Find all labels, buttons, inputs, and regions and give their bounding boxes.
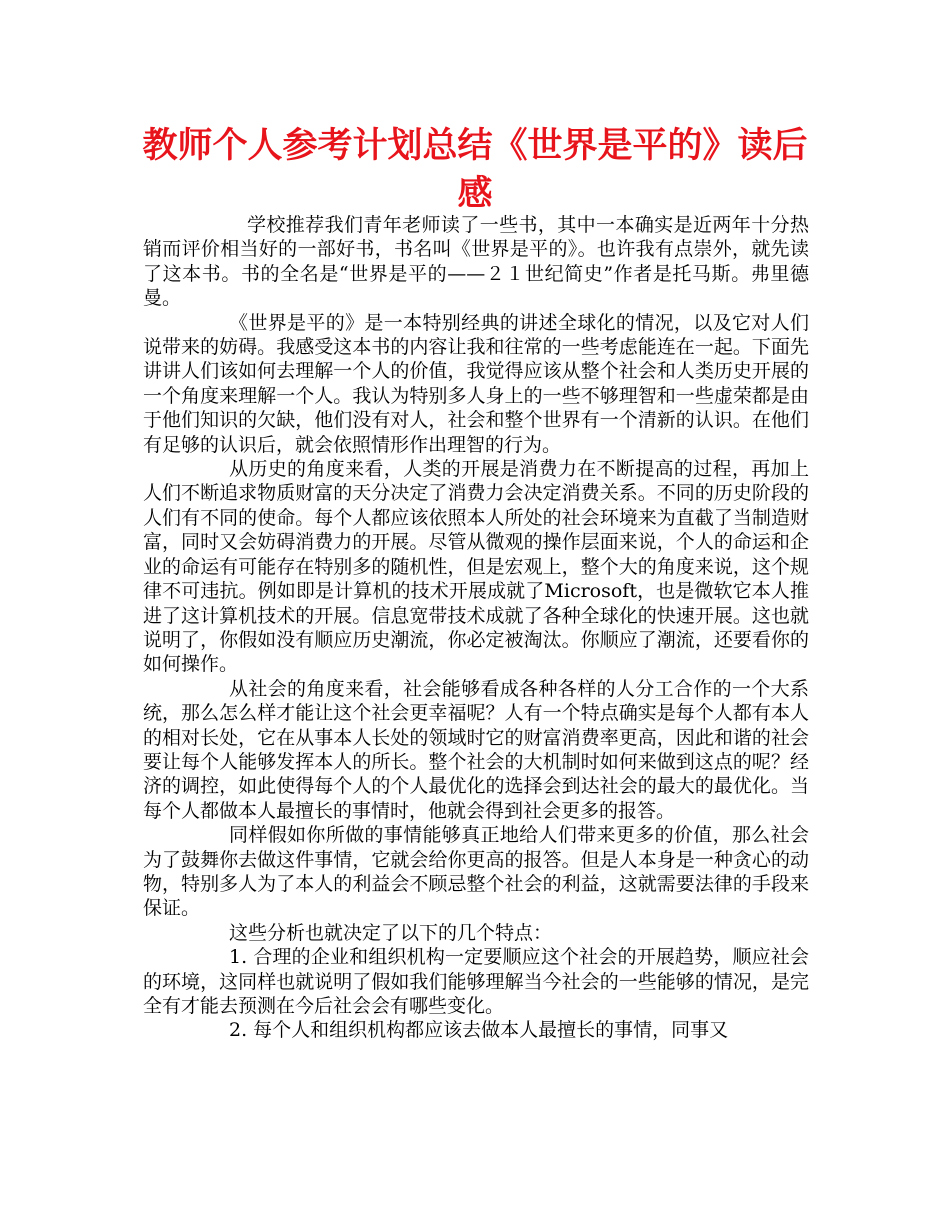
- paragraph-1: 学校推荐我们青年老师读了一些书，其中一本确实是近两年十分热销而评价相当好的一部好书，书名叫《世界是平的》。也许我有点崇外，就先读了这本书。书的全名是“世界是平的——２１世纪简史”作者是托马斯。弗里德曼。: [143, 214, 809, 310]
- paragraph-3: 从历史的角度来看，人类的开展是消费力在不断提高的过程，再加上人们不断追求物质财富的天分决定了消费力会决定消费关系。不同的历史阶段的人们有不同的使命。每个人都应该依照本人所处的社会环境来为直截了当制造财富，同时又会妨碍消费力的开展。尽管从微观的操作层面来说，个人的命运和企业的命运有可能存在特别多的随机性，但是宏观上，整个大的角度来说，这个规律不可违抗。例如即是计算机的技术开展成就了Microsoft，也是微软它本人推进了这计算机技术的开展。信息宽带技术成就了各种全球化的快速开展。这也就说明了，你假如没有顺应历史潮流，你必定被淘汰。你顺应了潮流，还要看你的如何操作。: [143, 458, 809, 676]
- document-body: [143, 213, 809, 1043]
- paragraph-8: 2. 每个人和组织机构都应该去做本人最擅长的事情，同事又: [229, 1019, 729, 1042]
- paragraph-5: 同样假如你所做的事情能够真正地给人们带来更多的价值，那么社会为了鼓舞你去做这件事情，它就会给你更高的报答。但是人本身是一种贪心的动物，特别多人为了本人的利益会不顾忌整个社会的利益，这就需要法律的手段来保证。: [143, 824, 809, 920]
- paragraph-2: 《世界是平的》是一本特别经典的讲述全球化的情况，以及它对人们说带来的妨碍。我感受这本书的内容让我和往常的一些考虑能连在一起。下面先讲讲人们该如何去理解一个人的价值，我觉得应该从整个社会和人类历史开展的一个角度来理解一个人。我认为特别多人身上的一些不够理智和一些虚荣都是由于他们知识的欠缺，他们没有对人，社会和整个世界有一个清新的认识。在他们有足够的认识后，就会依照情形作出理智的行为。: [143, 311, 809, 456]
- paragraph-7: 1. 合理的企业和组织机构一定要顺应这个社会的开展趋势，顺应社会的环境，这同样也就说明了假如我们能够理解当今社会的一些能够的情况，是完全有才能去预测在今后社会会有哪些变化。: [143, 946, 809, 1017]
- document-title: 教师个人参考计划总结《世界是平的》读后感: [142, 126, 808, 214]
- paragraph-4: 从社会的角度来看，社会能够看成各种各样的人分工合作的一个大系统，那么怎么样才能让这个社会更幸福呢？人有一个特点确实是每个人都有本人的相对长处，它在从事本人长处的领域时它的财富消费率更高，因此和谐的社会要让每个人能够发挥本人的所长。整个社会的大机制时如何来做到这点的呢？经济的调控，如此使得每个人的个人最优化的选择会到达社会的最大的最优化。当每个人都做本人最擅长的事情时，他就会得到社会更多的报答。: [143, 677, 809, 822]
- paragraph-6: 这些分析也就决定了以下的几个特点：: [229, 921, 553, 944]
